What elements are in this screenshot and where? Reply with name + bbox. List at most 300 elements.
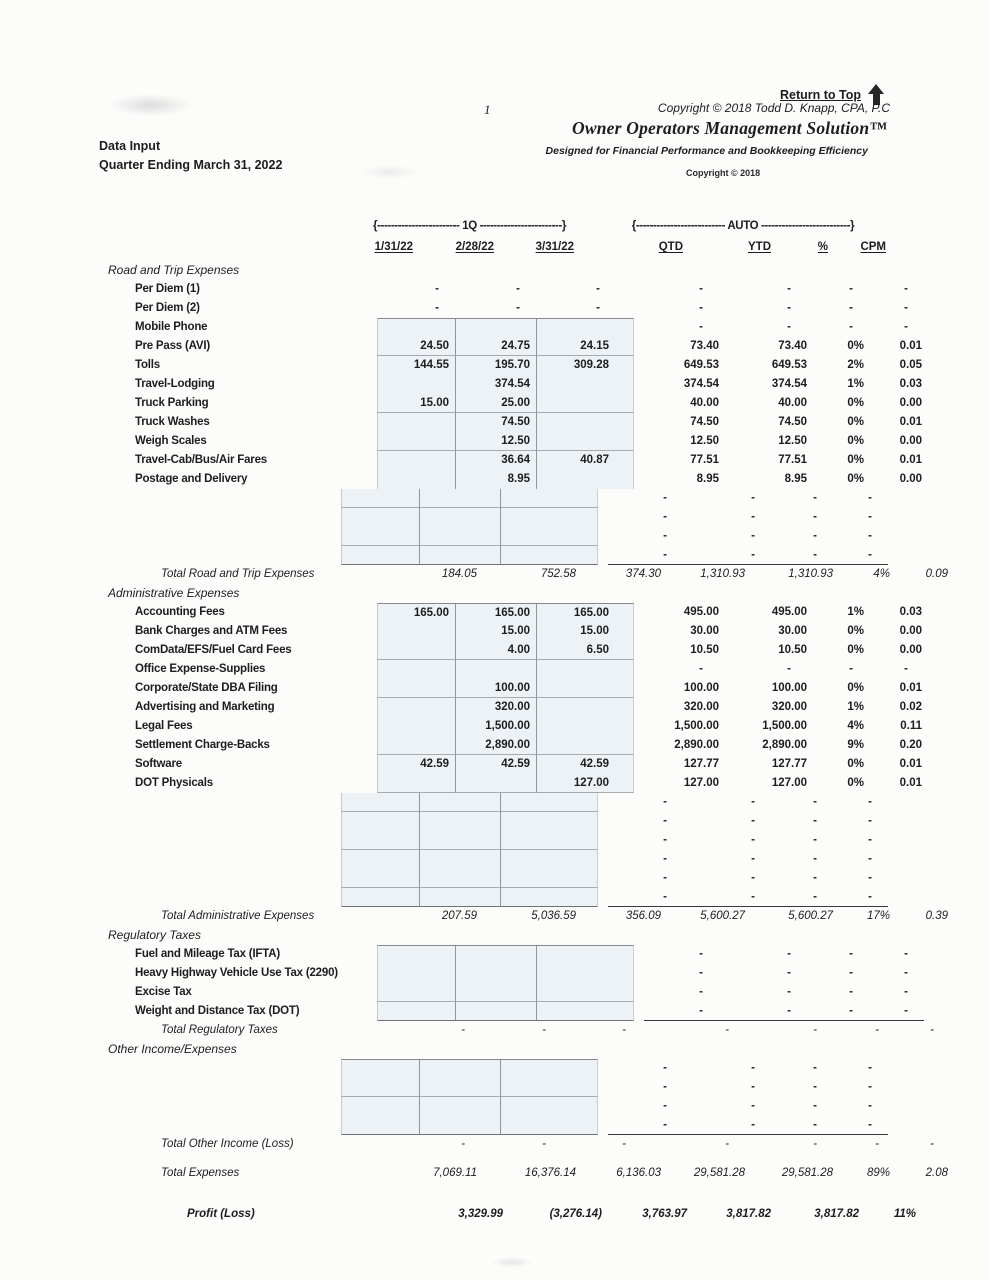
cell-m3: [500, 527, 598, 546]
cell-ytd: -: [751, 815, 755, 827]
cell-ytd: -: [751, 872, 755, 884]
cell-ytd: -: [751, 853, 755, 865]
cell-pct: 1%: [847, 701, 864, 713]
table-row: [99, 1002, 979, 1021]
brand-title: Owner Operators Management Solution™: [572, 118, 887, 138]
cell-m2: [419, 508, 500, 527]
table-row: [99, 1059, 979, 1078]
cell-ytd: 12.50: [778, 435, 807, 447]
cell-cpm: 0.01: [899, 340, 922, 352]
cell-m1: [341, 1116, 419, 1135]
cell-qtd: 649.53: [683, 359, 719, 371]
cell-cpm: 0.00: [899, 625, 922, 637]
cell-pct: 0%: [847, 682, 864, 694]
cell-cpm: 0.05: [899, 359, 922, 371]
cell-m1: [377, 736, 455, 755]
cell-pct: 0%: [847, 435, 864, 447]
cell-pct: -: [849, 948, 853, 960]
cell-m3: -: [596, 302, 600, 314]
column-gap: [634, 964, 644, 983]
cell-qtd: -: [699, 967, 703, 979]
cell-qtd: 40.00: [690, 397, 719, 409]
cell-qtd: 29,581.28: [693, 1167, 745, 1179]
cell-m3: [536, 660, 634, 679]
cell-ytd: -: [751, 530, 755, 542]
cell-qtd: -: [699, 283, 703, 295]
row-label: Total Administrative Expenses: [161, 910, 315, 922]
cell-ytd: -: [751, 511, 755, 523]
cell-qtd: 10.50: [690, 644, 719, 656]
cell-pct: 89%: [866, 1167, 890, 1179]
cell-cpm: 0.00: [899, 435, 922, 447]
cell-m1: [377, 679, 455, 698]
row-label: Settlement Charge-Backs: [135, 739, 270, 751]
header-spacer: [99, 216, 341, 236]
cell-m1: 7,069.11: [433, 1167, 477, 1179]
table-row: [99, 850, 979, 869]
cell-pct: -: [849, 302, 853, 314]
return-to-top-link: Return to Top: [780, 87, 861, 102]
cell-m1: [341, 527, 419, 546]
cell-m1: [341, 888, 419, 907]
cell-m1: -: [461, 1024, 465, 1036]
table-row: [99, 1164, 979, 1183]
cell-qtd: -: [608, 1116, 685, 1135]
cell-pct: 2%: [847, 359, 864, 371]
cell-m1: [377, 413, 455, 432]
cell-m2: [419, 793, 500, 812]
cell-pct: 1%: [847, 606, 864, 618]
cell-cpm: -: [868, 492, 872, 504]
row-label: Postage and Delivery: [135, 473, 248, 485]
table-row: [99, 394, 979, 413]
section-header-row: [99, 261, 979, 280]
cell-cpm: 0.03: [899, 606, 922, 618]
column-gap: [598, 793, 608, 812]
cell-m3: [536, 983, 634, 1002]
cell-ytd: 5,600.27: [788, 910, 833, 922]
table-row: [99, 888, 979, 907]
cell-pct: 0%: [847, 454, 864, 466]
cell-m2: [419, 869, 500, 888]
cell-m3: [500, 812, 598, 831]
cell-qtd: 3,817.82: [726, 1208, 771, 1220]
row-label: Profit (Loss): [187, 1208, 255, 1220]
cell-qtd: -: [663, 796, 667, 808]
column-gap: [634, 774, 644, 793]
cell-ytd: -: [751, 796, 755, 808]
column-gap: [634, 736, 644, 755]
column-gap: [598, 1116, 608, 1135]
cell-m1: [341, 1097, 419, 1116]
cell-qtd: 1,310.93: [700, 568, 745, 580]
table-row: [99, 546, 979, 565]
table-row: [99, 470, 979, 489]
cell-cpm: 0.02: [899, 701, 922, 713]
table-row: [99, 1021, 979, 1040]
cell-cpm: 0.39: [925, 910, 948, 922]
cell-ytd: -: [787, 967, 791, 979]
cell-cpm: -: [868, 815, 872, 827]
cell-pct: -: [849, 986, 853, 998]
cell-m2: 42.59: [455, 755, 536, 774]
table-row: [99, 869, 979, 888]
cell-cpm: -: [868, 1081, 872, 1093]
cell-qtd: -: [663, 1081, 667, 1093]
row-label: Weight and Distance Tax (DOT): [135, 1005, 300, 1017]
cell-pct: -: [813, 815, 817, 827]
row-spacer: [99, 1183, 979, 1205]
cell-ytd: -: [685, 1116, 773, 1135]
table-row: [99, 489, 979, 508]
cell-m2: [419, 812, 500, 831]
cell-cpm: 0.11: [900, 720, 922, 732]
column-gap: [598, 1078, 608, 1097]
cell-ytd: -: [751, 1081, 755, 1093]
table-row: [99, 660, 979, 679]
row-label: [99, 1116, 341, 1135]
column-gap: [634, 470, 644, 489]
cell-m2: 15.00: [455, 622, 536, 641]
cell-pct: 4%: [847, 720, 864, 732]
cell-m3: [500, 831, 598, 850]
cell-m3: 6.50: [536, 641, 634, 660]
column-gap: [634, 698, 644, 717]
column-gap: [634, 622, 644, 641]
table-row: [99, 299, 979, 318]
cell-qtd: 100.00: [683, 682, 719, 694]
column-gap: [598, 850, 608, 869]
cell-m1: [377, 622, 455, 641]
cell-m2: [455, 964, 536, 983]
cell-m3: [500, 850, 598, 869]
cell-ytd: -: [751, 834, 755, 846]
cell-qtd: 77.51: [690, 454, 719, 466]
column-gap: [660, 1135, 670, 1154]
cell-qtd: -: [725, 1024, 729, 1036]
cell-cpm: 0.01: [899, 777, 922, 789]
cell-m2: 100.00: [455, 679, 536, 698]
cell-pct: 0%: [847, 644, 864, 656]
row-label: Other Income/Expenses: [108, 1042, 237, 1056]
table-row: [99, 451, 979, 470]
cell-pct: -: [773, 1116, 830, 1135]
cell-m1: [377, 1002, 455, 1021]
cell-cpm: -: [930, 1024, 934, 1036]
cell-cpm: -: [830, 888, 888, 907]
cell-pct: 11%: [893, 1208, 916, 1220]
table-row: [99, 318, 979, 337]
cell-pct: -: [813, 1100, 817, 1112]
table-row: [99, 755, 979, 774]
cell-m1: [377, 451, 455, 470]
cell-m3: 24.15: [536, 337, 634, 356]
column-gap: [634, 660, 644, 679]
cell-m2: 374.54: [455, 375, 536, 394]
cell-pct: -: [813, 530, 817, 542]
cell-m2: -: [542, 1138, 546, 1150]
cell-qtd: 1,500.00: [674, 720, 719, 732]
row-label: Total Expenses: [161, 1167, 240, 1179]
cell-cpm: -: [904, 302, 908, 314]
cell-pct: 4%: [873, 568, 890, 580]
row-label: Corporate/State DBA Filing: [135, 682, 278, 694]
cell-m2: -: [542, 1024, 546, 1036]
cell-m2: 36.64: [455, 451, 536, 470]
cell-cpm: 0.01: [899, 758, 922, 770]
cell-pct: -: [813, 1081, 817, 1093]
cell-pct: 0%: [847, 777, 864, 789]
table-row: [99, 907, 979, 926]
cell-m2: 16,376.14: [524, 1167, 576, 1179]
cell-qtd: 74.50: [690, 416, 719, 428]
cell-ytd: -: [751, 1100, 755, 1112]
cell-qtd: -: [663, 492, 667, 504]
cell-m3: [500, 1078, 598, 1097]
brand-subtitle: Designed for Financial Performance and Bookkeeping Efficiency: [545, 145, 868, 157]
cell-m3: [500, 869, 598, 888]
table-row: [99, 717, 979, 736]
cell-m1: 3,329.99: [458, 1208, 503, 1220]
cell-m1: [377, 983, 455, 1002]
copyright-small: Copyright © 2018: [686, 168, 761, 178]
cell-pct: 0%: [847, 397, 864, 409]
table-row: [99, 280, 979, 299]
expense-table: [99, 216, 979, 1224]
cell-pct: -: [849, 283, 853, 295]
cell-pct: -: [875, 1024, 879, 1036]
cell-m3: [536, 375, 634, 394]
cell-qtd: -: [644, 1002, 721, 1021]
cell-ytd: 374.54: [771, 378, 807, 390]
cell-m1: [377, 717, 455, 736]
cell-m1: [377, 375, 455, 394]
row-label: Mobile Phone: [135, 321, 208, 333]
cell-cpm: -: [868, 796, 872, 808]
cell-m1: [341, 489, 419, 508]
row-label: Administrative Expenses: [108, 586, 240, 600]
cell-m3: [500, 1116, 598, 1135]
cell-qtd: -: [663, 815, 667, 827]
cell-pct: -: [849, 663, 853, 675]
cell-qtd: 2,890.00: [674, 739, 719, 751]
cpm-header: CPM: [860, 241, 886, 253]
cell-m1: [341, 1059, 419, 1078]
table-row: [99, 945, 979, 964]
row-label: Tolls: [135, 359, 160, 371]
cell-ytd: 127.00: [771, 777, 807, 789]
cell-cpm: 0.01: [899, 682, 922, 694]
cell-ytd: -: [787, 663, 791, 675]
cell-pct: -: [813, 796, 817, 808]
cell-pct: 0%: [847, 340, 864, 352]
cell-ytd: 100.00: [771, 682, 807, 694]
cell-m2: 320.00: [455, 698, 536, 717]
cell-m2: 752.58: [540, 568, 576, 580]
row-label: [99, 1078, 341, 1097]
cell-m3: [536, 698, 634, 717]
row-label: [99, 1059, 341, 1078]
copyright-line: Copyright © 2018 Todd D. Knapp, CPA, P.C: [657, 101, 890, 115]
cell-cpm: -: [904, 321, 908, 333]
cell-qtd: 320.00: [683, 701, 719, 713]
cell-qtd: -: [663, 834, 667, 846]
row-label: Office Expense-Supplies: [135, 663, 266, 675]
cell-cpm: -: [830, 1116, 888, 1135]
cell-m1: [377, 698, 455, 717]
column-gap: [634, 394, 644, 413]
cell-m3: 15.00: [536, 622, 634, 641]
cell-pct: -: [813, 492, 817, 504]
month-header-1: 1/31/22: [374, 241, 413, 253]
cell-m1: 207.59: [441, 910, 477, 922]
cell-m1: [377, 945, 455, 964]
row-label: Total Road and Trip Expenses: [161, 568, 315, 580]
cell-pct: -: [813, 872, 817, 884]
table-row: [99, 622, 979, 641]
row-label: Road and Trip Expenses: [108, 263, 240, 277]
cell-m2: [419, 546, 500, 565]
table-row: [99, 356, 979, 375]
column-gap: [634, 375, 644, 394]
cell-m3: [536, 679, 634, 698]
table-row: [99, 1135, 979, 1154]
cell-m2: -: [516, 283, 520, 295]
table-row: [99, 1116, 979, 1135]
cell-cpm: -: [868, 872, 872, 884]
doc-subtitle: Quarter Ending March 31, 2022: [99, 158, 283, 172]
cell-m3: 6,136.03: [616, 1167, 661, 1179]
column-gap: [598, 236, 608, 261]
cell-pct: 9%: [847, 739, 864, 751]
cell-m2: 25.00: [455, 394, 536, 413]
cell-qtd: -: [663, 511, 667, 523]
cell-cpm: -: [868, 1100, 872, 1112]
cell-cpm: 0.03: [899, 378, 922, 390]
cell-pct: -: [849, 967, 853, 979]
cell-cpm: [918, 1205, 976, 1224]
cell-m2: [419, 1097, 500, 1116]
cell-cpm: -: [868, 511, 872, 523]
row-label: [99, 489, 341, 508]
ytd-header: YTD: [748, 241, 771, 253]
table-row: [99, 1097, 979, 1116]
cell-cpm: 0.00: [899, 397, 922, 409]
cell-ytd: 1,500.00: [762, 720, 807, 732]
table-row: [99, 527, 979, 546]
table-row: [99, 983, 979, 1002]
row-label: Truck Washes: [135, 416, 210, 428]
cell-qtd: 374.54: [683, 378, 719, 390]
cell-cpm: -: [930, 1138, 934, 1150]
cell-ytd: 649.53: [771, 359, 807, 371]
table-row: [99, 565, 979, 584]
table-row: [99, 736, 979, 755]
cell-cpm: -: [866, 1002, 924, 1021]
cell-ytd: 30.00: [778, 625, 807, 637]
column-gap: [634, 983, 644, 1002]
cell-pct: 0%: [847, 416, 864, 428]
row-label: Travel-Lodging: [135, 378, 215, 390]
row-label: [99, 812, 341, 831]
cell-m3: [536, 964, 634, 983]
cell-m1: -: [461, 1138, 465, 1150]
cell-m1: [377, 660, 455, 679]
table-row: [99, 679, 979, 698]
section-header-row: [99, 584, 979, 603]
cell-m2: 2,890.00: [455, 736, 536, 755]
cell-ytd: 320.00: [771, 701, 807, 713]
table-row: [99, 337, 979, 356]
column-gap: [598, 546, 608, 565]
row-label: Heavy Highway Vehicle Use Tax (2290): [135, 967, 338, 979]
cell-m2: [419, 1078, 500, 1097]
column-gap: [598, 831, 608, 850]
column-gap: [634, 318, 644, 337]
row-label: [99, 850, 341, 869]
cell-m3: [500, 546, 598, 565]
column-gap: [634, 641, 644, 660]
cell-cpm: -: [904, 283, 908, 295]
cell-m1: [341, 1078, 419, 1097]
cell-cpm: -: [904, 967, 908, 979]
cell-cpm: 0.20: [899, 739, 922, 751]
cell-m2: 1,500.00: [455, 717, 536, 736]
percent-header: %: [817, 241, 828, 253]
cell-m2: [419, 888, 500, 907]
column-gap: [598, 508, 608, 527]
cell-pct: -: [875, 1138, 879, 1150]
table-row: [99, 698, 979, 717]
cell-ytd: 10.50: [778, 644, 807, 656]
column-header-row: [99, 236, 979, 261]
cell-m1: [377, 641, 455, 660]
cell-qtd: 495.00: [683, 606, 719, 618]
cell-pct: -: [849, 321, 853, 333]
cell-qtd: 8.95: [696, 473, 719, 485]
cell-m1: 42.59: [377, 755, 455, 774]
row-label: [99, 527, 341, 546]
row-label: Weigh Scales: [135, 435, 207, 447]
cell-cpm: -: [868, 834, 872, 846]
column-gap: [634, 337, 644, 356]
cell-m2: 195.70: [455, 356, 536, 375]
column-gap: [598, 489, 608, 508]
cell-m2: 74.50: [455, 413, 536, 432]
column-gap: [598, 869, 608, 888]
cell-m1: [341, 812, 419, 831]
cell-m1: [341, 869, 419, 888]
row-label: [99, 831, 341, 850]
cell-qtd: -: [699, 321, 703, 333]
cell-cpm: -: [868, 853, 872, 865]
row-spacer: [99, 1154, 979, 1164]
cell-m1: [341, 546, 419, 565]
section-header-row: [99, 926, 979, 945]
cell-m2: 5,036.59: [531, 910, 576, 922]
cell-m3: [536, 1002, 634, 1021]
row-label: [99, 546, 341, 565]
month-header-3: 3/31/22: [535, 241, 574, 253]
cell-m3: -: [596, 283, 600, 295]
cell-ytd: -: [787, 986, 791, 998]
cell-m2: [419, 850, 500, 869]
row-label: Total Regulatory Taxes: [161, 1024, 278, 1036]
cell-ytd: -: [813, 1138, 817, 1150]
column-gap: [660, 1021, 670, 1040]
cell-m1: [341, 831, 419, 850]
cell-m2: [455, 318, 536, 337]
